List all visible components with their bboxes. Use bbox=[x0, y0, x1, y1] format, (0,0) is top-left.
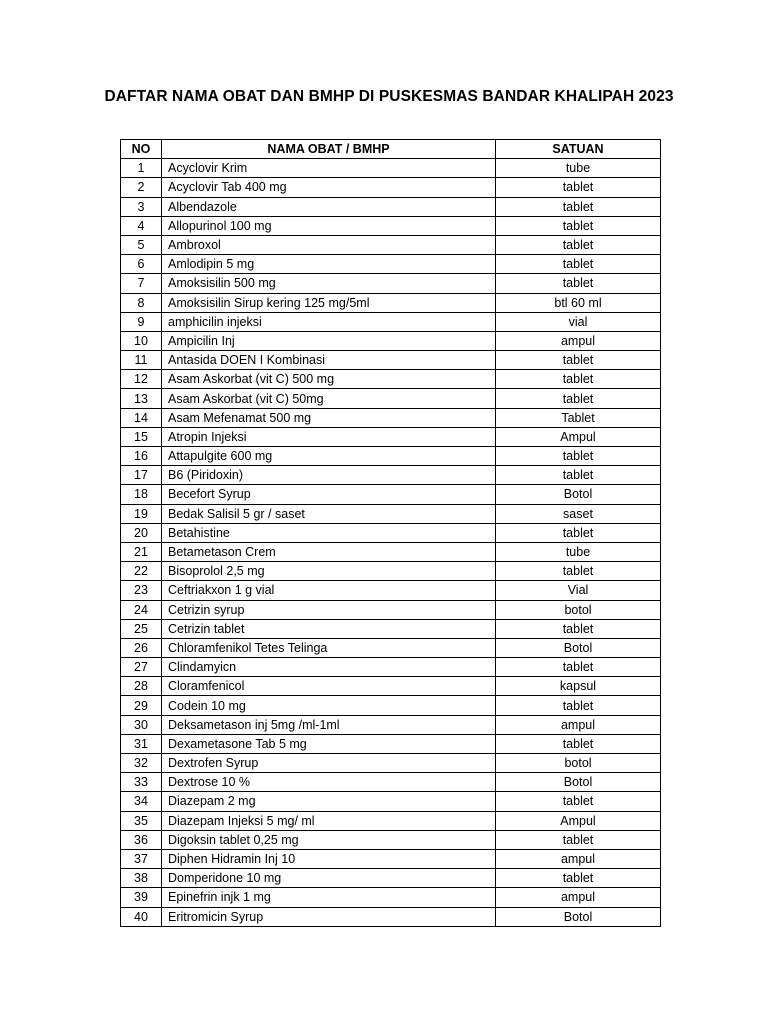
medicine-name: Cetrizin syrup bbox=[162, 600, 496, 619]
table-row bbox=[121, 408, 661, 427]
medicine-name: Betametason Crem bbox=[162, 542, 496, 561]
medicine-name: Cetrizin tablet bbox=[162, 619, 496, 638]
unit: tablet bbox=[496, 255, 661, 274]
unit: kapsul bbox=[496, 677, 661, 696]
medicine-name: Chloramfenikol Tetes Telinga bbox=[162, 638, 496, 657]
unit: saset bbox=[496, 504, 661, 523]
row-number: 25 bbox=[121, 619, 162, 638]
unit: tablet bbox=[496, 658, 661, 677]
table-row bbox=[121, 312, 661, 331]
table-row bbox=[121, 754, 661, 773]
row-number: 17 bbox=[121, 466, 162, 485]
unit: tablet bbox=[496, 792, 661, 811]
row-number: 37 bbox=[121, 849, 162, 868]
table-header bbox=[121, 140, 661, 159]
medicine-name: Amlodipin 5 mg bbox=[162, 255, 496, 274]
unit: tablet bbox=[496, 523, 661, 542]
medicine-name: Asam Askorbat (vit C) 500 mg bbox=[162, 370, 496, 389]
unit: Ampul bbox=[496, 427, 661, 446]
medicine-name: Amoksisilin Sirup kering 125 mg/5ml bbox=[162, 293, 496, 312]
table-row bbox=[121, 178, 661, 197]
table-row bbox=[121, 523, 661, 542]
table-row bbox=[121, 235, 661, 254]
unit: Botol bbox=[496, 773, 661, 792]
medicine-name: Bisoprolol 2,5 mg bbox=[162, 562, 496, 581]
unit: vial bbox=[496, 312, 661, 331]
unit: tablet bbox=[496, 734, 661, 753]
medicine-name: Bedak Salisil 5 gr / saset bbox=[162, 504, 496, 523]
table-row bbox=[121, 274, 661, 293]
medicine-name: Atropin Injeksi bbox=[162, 427, 496, 446]
unit: Tablet bbox=[496, 408, 661, 427]
row-number: 36 bbox=[121, 830, 162, 849]
row-number: 26 bbox=[121, 638, 162, 657]
medicine-name: B6 (Piridoxin) bbox=[162, 466, 496, 485]
medicine-name: Ampicilin Inj bbox=[162, 331, 496, 350]
row-number: 31 bbox=[121, 734, 162, 753]
unit: Botol bbox=[496, 638, 661, 657]
medicine-name: Amoksisilin 500 mg bbox=[162, 274, 496, 293]
table-row bbox=[121, 811, 661, 830]
row-number: 8 bbox=[121, 293, 162, 312]
table-row bbox=[121, 466, 661, 485]
table-body bbox=[121, 159, 661, 927]
medicine-name: Allopurinol 100 mg bbox=[162, 216, 496, 235]
row-number: 1 bbox=[121, 159, 162, 178]
medicine-name: Albendazole bbox=[162, 197, 496, 216]
medicine-name: Becefort Syrup bbox=[162, 485, 496, 504]
row-number: 34 bbox=[121, 792, 162, 811]
table-row bbox=[121, 715, 661, 734]
medicine-name: Betahistine bbox=[162, 523, 496, 542]
unit: btl 60 ml bbox=[496, 293, 661, 312]
unit: tablet bbox=[496, 370, 661, 389]
row-number: 35 bbox=[121, 811, 162, 830]
unit: tablet bbox=[496, 619, 661, 638]
row-number: 30 bbox=[121, 715, 162, 734]
table-row bbox=[121, 581, 661, 600]
row-number: 10 bbox=[121, 331, 162, 350]
row-number: 9 bbox=[121, 312, 162, 331]
unit: tablet bbox=[496, 869, 661, 888]
row-number: 22 bbox=[121, 562, 162, 581]
table-row bbox=[121, 562, 661, 581]
table-row bbox=[121, 447, 661, 466]
medicine-name: Asam Askorbat (vit C) 50mg bbox=[162, 389, 496, 408]
row-number: 2 bbox=[121, 178, 162, 197]
table-row bbox=[121, 792, 661, 811]
row-number: 19 bbox=[121, 504, 162, 523]
column-header-no: NO bbox=[121, 140, 162, 159]
header-row bbox=[121, 140, 661, 159]
table-row bbox=[121, 542, 661, 561]
row-number: 7 bbox=[121, 274, 162, 293]
table-row bbox=[121, 677, 661, 696]
medicine-name: Dexametasone Tab 5 mg bbox=[162, 734, 496, 753]
medicine-name: Antasida DOEN I Kombinasi bbox=[162, 351, 496, 370]
medicine-name: Codein 10 mg bbox=[162, 696, 496, 715]
medicine-name: Asam Mefenamat 500 mg bbox=[162, 408, 496, 427]
unit: Botol bbox=[496, 907, 661, 926]
row-number: 16 bbox=[121, 447, 162, 466]
unit: tablet bbox=[496, 562, 661, 581]
unit: ampul bbox=[496, 715, 661, 734]
table-row bbox=[121, 389, 661, 408]
unit: ampul bbox=[496, 331, 661, 350]
table-row bbox=[121, 907, 661, 926]
table-row bbox=[121, 773, 661, 792]
table-row bbox=[121, 888, 661, 907]
row-number: 20 bbox=[121, 523, 162, 542]
table-row bbox=[121, 159, 661, 178]
medicine-name: Eritromicin Syrup bbox=[162, 907, 496, 926]
row-number: 11 bbox=[121, 351, 162, 370]
medicine-table bbox=[120, 139, 661, 927]
table-row bbox=[121, 293, 661, 312]
row-number: 23 bbox=[121, 581, 162, 600]
unit: ampul bbox=[496, 849, 661, 868]
unit: tablet bbox=[496, 197, 661, 216]
unit: tablet bbox=[496, 466, 661, 485]
row-number: 29 bbox=[121, 696, 162, 715]
unit: tube bbox=[496, 542, 661, 561]
medicine-name: Acyclovir Tab 400 mg bbox=[162, 178, 496, 197]
medicine-name: Acyclovir Krim bbox=[162, 159, 496, 178]
table-row bbox=[121, 216, 661, 235]
row-number: 21 bbox=[121, 542, 162, 561]
medicine-name: Deksametason inj 5mg /ml-1ml bbox=[162, 715, 496, 734]
unit: tablet bbox=[496, 830, 661, 849]
row-number: 28 bbox=[121, 677, 162, 696]
column-header-unit: SATUAN bbox=[496, 140, 661, 159]
unit: tube bbox=[496, 159, 661, 178]
column-header-name: NAMA OBAT / BMHP bbox=[162, 140, 496, 159]
table-row bbox=[121, 351, 661, 370]
medicine-name: Diphen Hidramin Inj 10 bbox=[162, 849, 496, 868]
row-number: 5 bbox=[121, 235, 162, 254]
table-row bbox=[121, 504, 661, 523]
row-number: 33 bbox=[121, 773, 162, 792]
medicine-name: Epinefrin injk 1 mg bbox=[162, 888, 496, 907]
row-number: 3 bbox=[121, 197, 162, 216]
medicine-name: Domperidone 10 mg bbox=[162, 869, 496, 888]
unit: tablet bbox=[496, 274, 661, 293]
table-row bbox=[121, 370, 661, 389]
table-row bbox=[121, 600, 661, 619]
row-number: 6 bbox=[121, 255, 162, 274]
unit: tablet bbox=[496, 178, 661, 197]
table-row bbox=[121, 427, 661, 446]
unit: tablet bbox=[496, 351, 661, 370]
medicine-name: Digoksin tablet 0,25 mg bbox=[162, 830, 496, 849]
medicine-name: Dextrofen Syrup bbox=[162, 754, 496, 773]
medicine-name: Diazepam 2 mg bbox=[162, 792, 496, 811]
table-row bbox=[121, 619, 661, 638]
medicine-name: amphicilin injeksi bbox=[162, 312, 496, 331]
row-number: 32 bbox=[121, 754, 162, 773]
table-row bbox=[121, 331, 661, 350]
row-number: 27 bbox=[121, 658, 162, 677]
row-number: 38 bbox=[121, 869, 162, 888]
unit: Ampul bbox=[496, 811, 661, 830]
unit: tablet bbox=[496, 447, 661, 466]
table-row bbox=[121, 830, 661, 849]
row-number: 4 bbox=[121, 216, 162, 235]
unit: tablet bbox=[496, 389, 661, 408]
row-number: 15 bbox=[121, 427, 162, 446]
table-row bbox=[121, 638, 661, 657]
row-number: 24 bbox=[121, 600, 162, 619]
unit: ampul bbox=[496, 888, 661, 907]
row-number: 18 bbox=[121, 485, 162, 504]
table-row bbox=[121, 485, 661, 504]
table-row bbox=[121, 849, 661, 868]
medicine-name: Attapulgite 600 mg bbox=[162, 447, 496, 466]
table-row bbox=[121, 197, 661, 216]
unit: tablet bbox=[496, 696, 661, 715]
unit: botol bbox=[496, 754, 661, 773]
unit: botol bbox=[496, 600, 661, 619]
table-row bbox=[121, 734, 661, 753]
medicine-name: Ambroxol bbox=[162, 235, 496, 254]
row-number: 12 bbox=[121, 370, 162, 389]
table-row bbox=[121, 696, 661, 715]
row-number: 39 bbox=[121, 888, 162, 907]
medicine-name: Cloramfenicol bbox=[162, 677, 496, 696]
unit: tablet bbox=[496, 216, 661, 235]
medicine-name: Diazepam Injeksi 5 mg/ ml bbox=[162, 811, 496, 830]
medicine-name: Ceftriakxon 1 g vial bbox=[162, 581, 496, 600]
row-number: 40 bbox=[121, 907, 162, 926]
medicine-name: Clindamyicn bbox=[162, 658, 496, 677]
document-title: DAFTAR NAMA OBAT DAN BMHP DI PUSKESMAS BANDAR KHALIPAH 2023 bbox=[104, 88, 674, 105]
unit: Botol bbox=[496, 485, 661, 504]
table-row bbox=[121, 869, 661, 888]
medicine-name: Dextrose 10 % bbox=[162, 773, 496, 792]
row-number: 14 bbox=[121, 408, 162, 427]
unit: Vial bbox=[496, 581, 661, 600]
unit: tablet bbox=[496, 235, 661, 254]
row-number: 13 bbox=[121, 389, 162, 408]
table-row bbox=[121, 255, 661, 274]
table-row bbox=[121, 658, 661, 677]
